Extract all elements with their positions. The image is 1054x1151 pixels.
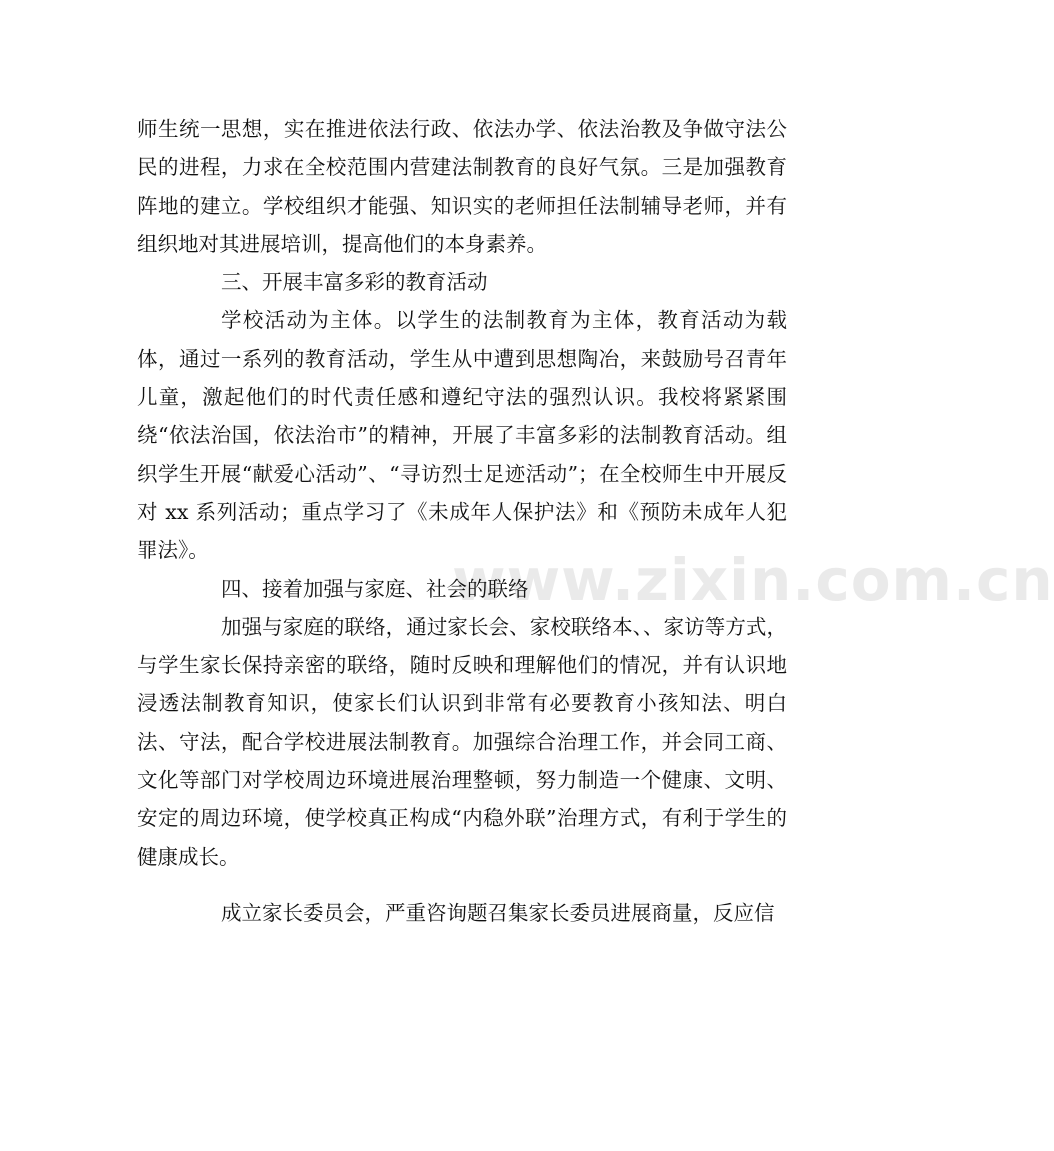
- watermark: www.zixin.com.cn: [452, 546, 1054, 614]
- document-body: [137, 110, 787, 932]
- paragraph-activities: 学校活动为主体。以学生的法制教育为主体，教育活动为载体，通过一系列的教育活动，学生从中遭到思想陶冶，来鼓励号召青年儿童，激起他们的时代责任感和遵纪守法的强烈认识。我校将紧紧围绕“依法治国，依法治市”的精神，开展了丰富多彩的法制教育活动。组织学生开展“献爱心活动”、“寻访烈士足迹活动”；在全校师生中开展反对 xx 系列活动；重点学习了《未成年人保护法》和《预防未成年人犯罪法》。: [137, 308, 787, 563]
- paragraph-continued: 师生统一思想，实在推进依法行政、依法办学、依法治教及争做守法公民的进程，力求在全校范围内营建法制教育的良好气氛。三是加强教育阵地的建立。学校组织才能强、知识实的老师担任法制辅导老师，并有组织地对其进展培训，提高他们的本身素养。: [137, 117, 787, 256]
- section-heading-3: 三、开展丰富多彩的教育活动: [221, 270, 488, 295]
- paragraph-parent-committee: 成立家长委员会，严重咨询题召集家长委员进展商量，反应信: [221, 900, 775, 925]
- section-heading-4: 四、接着加强与家庭、社会的联络: [221, 576, 529, 601]
- paragraph-family-liaison: 加强与家庭的联络，通过家长会、家校联络本、、家访等方式，与学生家长保持亲密的联络，随时反映和理解他们的情况，并有认识地浸透法制教育知识，使家长们认识到非常有必要教育小孩知法、明白法、守法，配合学校进展法制教育。加强综合治理工作，并会同工商、文化等部门对学校周边环境进展治理整顿，努力制造一个健康、文明、安定的周边环境，使学校真正构成“内稳外联”治理方式，有利于学生的健康成长。: [137, 614, 787, 869]
